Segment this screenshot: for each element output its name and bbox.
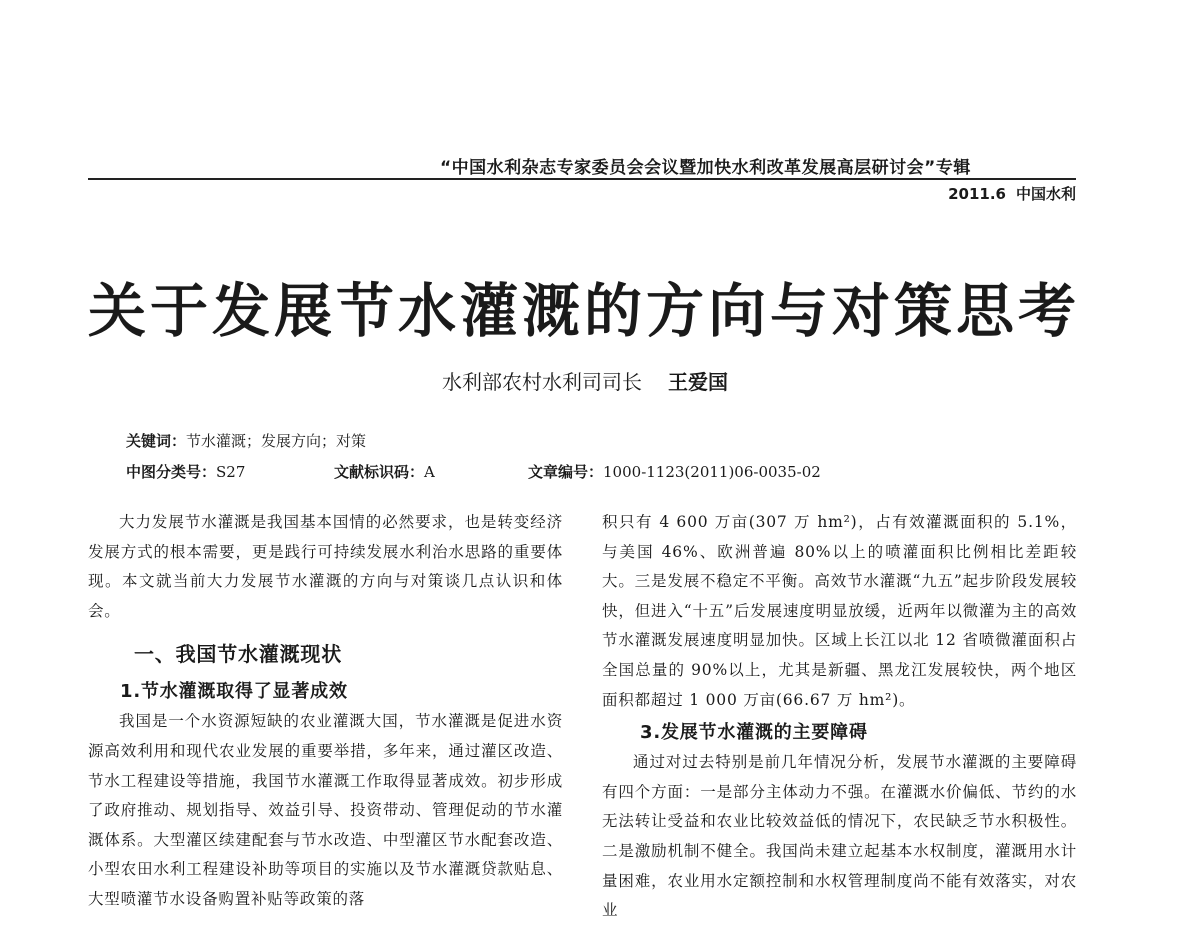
article-number-label: 文章编号： [528, 463, 604, 481]
header-rule [88, 178, 1076, 180]
continued-paragraph: 积只有 4 600 万亩(307 万 hm²)，占有效灌溉面积的 5.1%，与美国 46%、欧洲普遍 80%以上的喷灌面积比例相比差距较大。三是发展不稳定不平衡。高效节水灌溉“九五”起步阶段发展较快，但进入“十五”后发展速度明显放缓，近两年以微灌为主的高效节水灌溉发展速度明显加快。区域上长江以北 12 省喷微灌面积占全国总量的 90%以上，尤其是新疆、黑龙江发展较快，两个地区面积都超过 1 000 万亩(66.67 万 hm²)。 [602, 513, 1077, 709]
issue-line [948, 183, 1076, 204]
keywords-line [126, 430, 366, 451]
intro-paragraph: 大力发展节水灌溉是我国基本国情的必然要求，也是转变经济发展方式的根本需要，更是践行可持续发展水利治水思路的重要体现。本文就当前大力发展节水灌溉的方向与对策谈几点认识和体会。 [88, 513, 563, 620]
subsection-1-heading: 1.节水灌溉取得了显著成效 [120, 681, 348, 703]
author-affiliation: 水利部农村水利司司长 [442, 370, 642, 394]
subsection-3-heading: 3.发展节水灌溉的主要障碍 [640, 722, 868, 744]
doc-code-value: A [424, 463, 435, 481]
section-1-heading: 一、我国节水灌溉现状 [134, 642, 342, 667]
right-column [602, 508, 1077, 926]
keywords-text: 节水灌溉；发展方向；对策 [186, 432, 367, 450]
journal-name: 中国水利 [1015, 185, 1076, 203]
issue-number: 2011.6 [948, 185, 1006, 203]
byline [0, 366, 1170, 395]
left-column [88, 508, 563, 915]
clc-line [126, 461, 245, 482]
doc-code-label: 文献标识码： [334, 463, 425, 481]
subsection-1-paragraph: 我国是一个水资源短缺的农业灌溉大国，节水灌溉是促进水资源高效利用和现代农业发展的重要举措，多年来，通过灌区改造、节水工程建设等措施，我国节水灌溉工作取得显著成效。初步形成了政府推动、规划指导、效益引导、投资带动、管理促动的节水灌溉体系。大型灌区续建配套与节水改造、中型灌区节水配套改造、小型农田水利工程建设补助等项目的实施以及节水灌溉贷款贴息、大型喷灌节水设备购置补贴等政策的落 [88, 712, 563, 908]
author-name: 王爱国 [668, 370, 728, 394]
clc-label: 中图分类号： [126, 463, 217, 481]
article-number-value: 1000-1123(2011)06-0035-02 [603, 463, 821, 481]
doc-code-line [334, 461, 435, 482]
journal-series-title: “中国水利杂志专家委员会会议暨加快水利改革发展高层研讨会”专辑 [440, 158, 971, 178]
keywords-label: 关键词： [126, 432, 187, 450]
subsection-3-paragraph: 通过对过去特别是前几年情况分析，发展节水灌溉的主要障碍有四个方面：一是部分主体动力不强。在灌溉水价偏低、节约的水无法转让受益和农业比较效益低的情况下，农民缺乏节水积极性。二是激励机制不健全。我国尚未建立起基本水权制度，灌溉用水计量困难，农业用水定额控制和水权管理制度尚不能有效落实，对农业 [602, 753, 1077, 920]
article-number-line [528, 461, 821, 482]
clc-value: S27 [216, 463, 246, 481]
article-title: 关于发展节水灌溉的方向与对策思考 [88, 277, 1081, 345]
